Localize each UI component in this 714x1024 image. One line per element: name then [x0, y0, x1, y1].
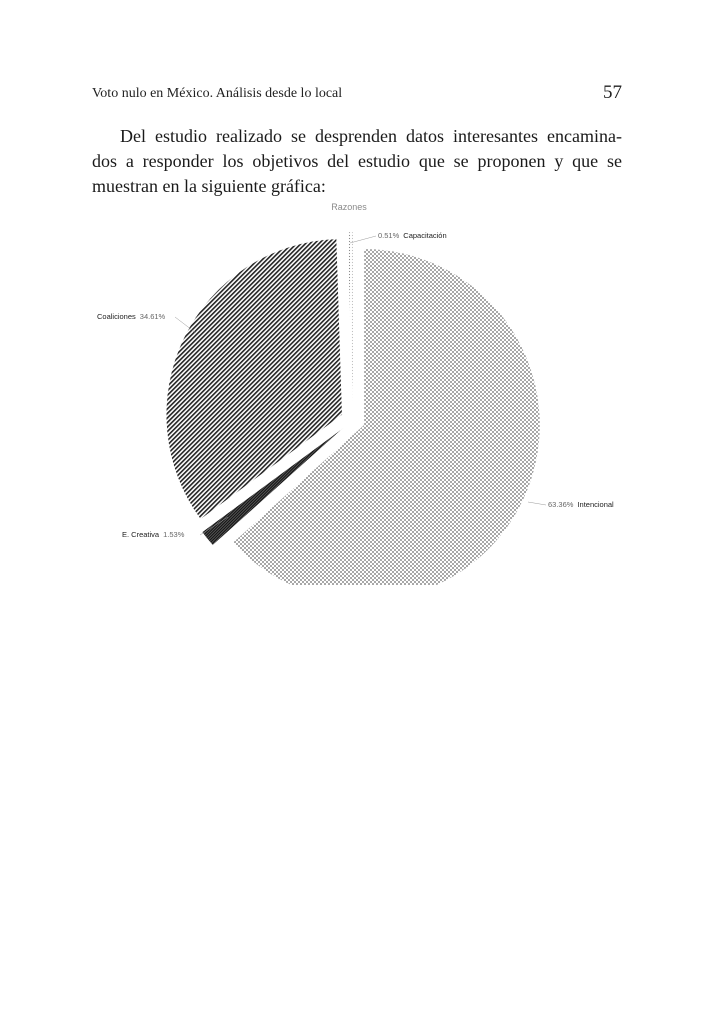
slice-percent-coaliciones: 34.61%	[139, 312, 166, 321]
slice-label-intencional	[548, 500, 614, 509]
leader-line	[350, 236, 376, 243]
slice-name-intencional: Intencional	[577, 500, 614, 509]
slice-percent-intencional: 63.36%	[548, 500, 574, 509]
pie-slice-capacitaci-n	[347, 232, 353, 408]
body-paragraph	[92, 124, 622, 199]
paragraph-line: muestran en la siguiente gráfica:	[92, 176, 326, 196]
slice-label-capacitaci-n	[378, 231, 447, 240]
page-number: 57	[603, 82, 622, 103]
slice-name-coaliciones: Coaliciones	[97, 312, 136, 321]
leader-line	[528, 502, 546, 505]
slice-label-coaliciones	[97, 312, 166, 321]
slice-label-e-creativa	[122, 530, 185, 539]
chart-title: Razones	[331, 202, 367, 212]
slice-percent-capacitaci-n: 0.51%	[378, 231, 400, 240]
slice-name-capacitaci-n: Capacitación	[403, 231, 447, 240]
slice-percent-e-creativa: 1.53%	[163, 530, 185, 539]
paragraph-line: dos a responder los objetivos del estudio que se proponen y que se	[92, 151, 622, 171]
slice-name-e-creativa: E. Creativa	[122, 530, 160, 539]
running-title: Voto nulo en México. Análisis desde lo local	[92, 86, 343, 101]
pie-chart	[0, 195, 714, 585]
paragraph-line: Del estudio realizado se desprenden datos interesantes encamina-	[120, 126, 622, 146]
